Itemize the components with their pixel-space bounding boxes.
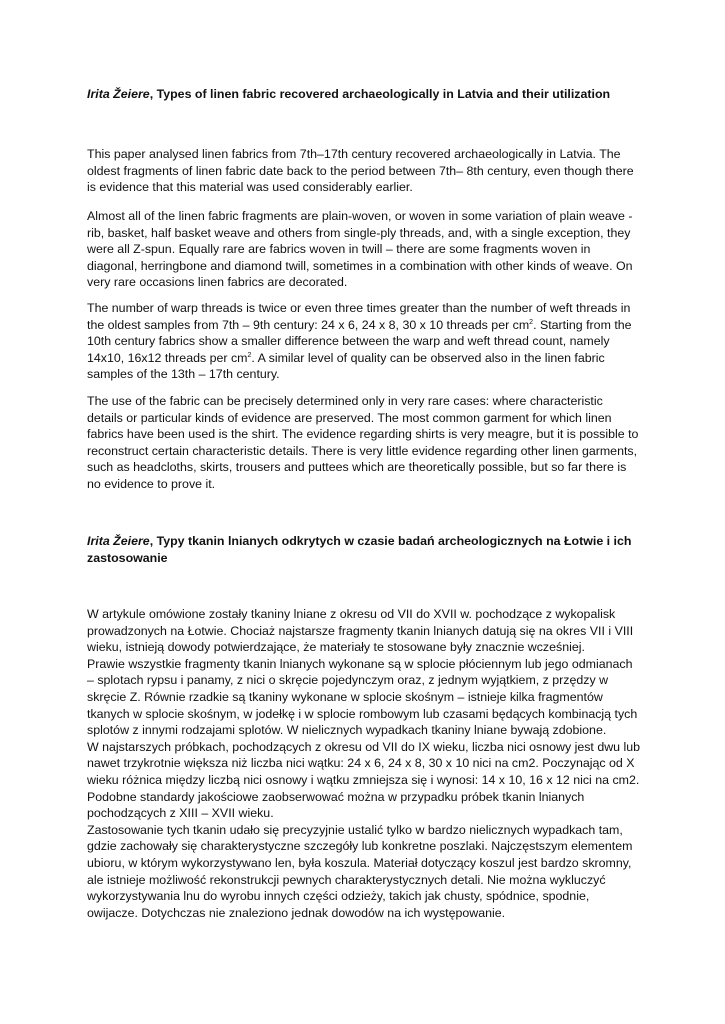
english-author: Irita Žeiere <box>87 87 150 101</box>
english-paragraph-2: Almost all of the linen fabric fragments are plain-woven, or woven in some variation of plain weave - rib, basket, half basket weave and others from single-ply threads, and, with a single exception, they were all Z-spun. Equally rare are fabrics woven in twill – there are some fragments woven in diagonal, herringbone and diamond twill, sometimes in a combination with other kinds of weave. On very rare occasions linen fabrics are decorated. <box>87 209 633 290</box>
english-paragraph-4: The use of the fabric can be precisely determined only in very rare cases: where characteristic details or particular kinds of evidence are preserved. The most common garment for which linen fabrics have been used is the shirt. The evidence regarding shirts is very meagre, but it is possible to reconstruct certain characteristic details. There is very little evidence regarding other linen garments, such as headcloths, skirts, trousers and puttees which are theoretically possible, but so far there is no evidence to prove it. <box>87 394 639 491</box>
polish-title <box>87 533 642 566</box>
english-title <box>87 86 642 103</box>
polish-title-text: , Typy tkanin lnianych odkrytych w czasie badań archeologicznych na Łotwie i ich zastosowanie <box>87 534 632 565</box>
polish-author: Irita Žeiere <box>87 534 150 548</box>
polish-paragraph-2: Prawie wszystkie fragmenty tkanin lnianych wykonane są w splocie płóciennym lub jego odmianach – splotach rypsu i panamy, z nici o skręcie pojedynczym oraz, z jednym wyjątkiem, z przędzy w skręcie Z. Równie rzadkie są tkaniny wykonane w splocie skośnym – istnieje kilka fragmentów tkanych w splocie skośnym, w jodełkę i w splocie rombowym lub czasami będących kombinacją tych splotów z innymi rodzajami splotów. W nielicznych wypadkach tkaniny lniane bywają zdobione. <box>87 656 638 738</box>
english-title-text: , Types of linen fabric recovered archaeologically in Latvia and their utilization <box>149 87 611 101</box>
superscript: 2 <box>247 351 252 359</box>
english-paragraph-3 <box>87 300 642 383</box>
english-paragraph-3-part-b: . Starting from the 10th century fabrics show a smaller difference between the warp and weft thread count, namely 14x10, 16x12 threads per cm <box>87 317 632 365</box>
polish-paragraph-4: Zastosowanie tych tkanin udało się precyzyjnie ustalić tylko w bardzo nielicznych wypadkach tam, gdzie zachowały się charakterystyczne szczegóły lub konkretne poszlaki. Najczęstszym elementem ubioru, w którym wykorzystywano len, była koszula. Materiał dotyczący koszul jest bardzo skromny, ale istnieje możliwość rekonstrukcji pewnych charakterystycznych detali. Nie można wykluczyć wykorzystywania lnu do wyrobu innych części odzieży, takich jak chusty, spódnice, spodnie, owijacze. Dotychczas nie znaleziono jednak dowodów na ich występowanie. <box>87 822 633 920</box>
english-paragraph-1: This paper analysed linen fabrics from 7th–17th century recovered archaeologically in Latvia. The oldest fragments of linen fabric date back to the period between 7th– 8th century, even though there is evidence that this material was used considerably earlier. <box>87 147 634 195</box>
polish-body <box>87 606 642 921</box>
polish-paragraph-1: W artykule omówione zostały tkaniny lniane z okresu od VII do XVII w. pochodzące z wykopalisk prowadzonych na Łotwie. Chociaż najstarsze fragmenty tkanin lnianych datują się na okres VII i VIII wieku, istnieją dowody potwierdzające, że materiały te stosowane były znacznie wcześniej. <box>87 607 634 655</box>
english-paragraph-3-part-a: The number of warp threads is twice or even three times greater than the number of weft threads in the oldest samples from 7th – 9th century: 24 x 6, 24 x 8, 30 x 10 threads per cm <box>87 301 631 332</box>
english-paragraph-3-part-c: . A similar level of quality can be observed also in the linen fabric samples of the 13th – 17th century. <box>87 350 605 382</box>
superscript: 2 <box>529 318 534 326</box>
polish-paragraph-3: W najstarszych próbkach, pochodzących z okresu od VII do IX wieku, liczba nici osnowy jest dwu lub nawet trzykrotnie większa niż liczba nici wątku: 24 x 6, 24 x 8, 30 x 10 nici na cm2. Poczynając od X wieku różnica między liczbą nici osnowy i wątku zmniejsza się i wynosi: 14 x 10, 16 x 12 nici na cm2. Podobne standardy jakościowe zaobserwować można w przypadku próbek tkanin lnianych pochodzących z XIII – XVII wieku. <box>87 739 641 821</box>
